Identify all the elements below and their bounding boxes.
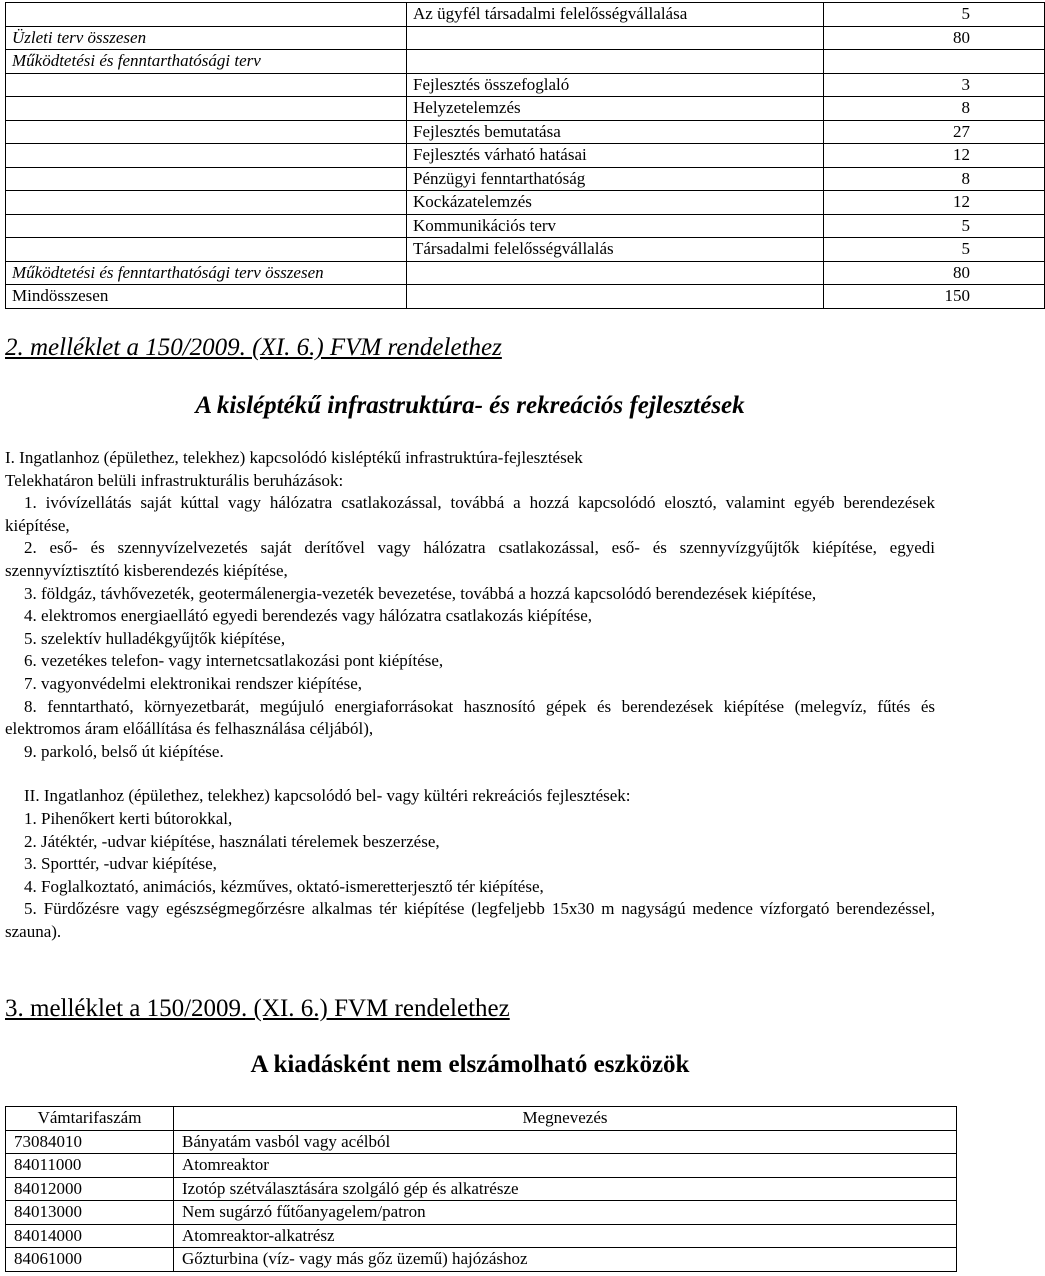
- score-row-points: [824, 50, 1045, 74]
- score-row-criterion: Pénzügyi fenntarthatóság: [407, 167, 824, 191]
- tariff-code: 84061000: [6, 1248, 174, 1272]
- tariff-row: [6, 1130, 957, 1154]
- score-row-points: 80: [824, 26, 1045, 50]
- score-row: [6, 97, 1045, 121]
- score-row-criterion: [407, 26, 824, 50]
- tariff-row: [6, 1177, 957, 1201]
- section1-subheading: Telekhatáron belüli infrastrukturális beruházások:: [5, 470, 344, 490]
- score-row-points: 150: [824, 285, 1045, 309]
- section2-item: 3. Sporttér, -udvar kiépítése,: [24, 854, 217, 874]
- score-row-points: 5: [824, 238, 1045, 262]
- score-table-body: [6, 3, 1045, 309]
- tariff-header-code: Vámtarifaszám: [6, 1107, 174, 1131]
- score-row-category: [6, 214, 407, 238]
- section2-item: 4. Foglalkoztató, animációs, kézműves, oktató-ismeretterjesztő tér kiépítése,: [24, 876, 544, 896]
- tariff-code: 84012000: [6, 1177, 174, 1201]
- section2-item: 1. Pihenőkert kerti bútorokkal,: [24, 808, 233, 828]
- score-row-category: [6, 97, 407, 121]
- tariff-code: 84014000: [6, 1224, 174, 1248]
- score-row-category: [6, 3, 407, 27]
- section1-item: 5. szelektív hulladékgyűjtők kiépítése,: [24, 628, 286, 648]
- section1-item: 7. vagyonvédelmi elektronikai rendszer kiépítése,: [24, 673, 362, 693]
- score-row-criterion: Kockázatelemzés: [407, 191, 824, 215]
- section1-item: 3. földgáz, távhővezeték, geotermálenergia-vezeték bevezetése, továbbá a hozzá kapcsolódó berendezések kiépítése,: [24, 583, 817, 603]
- score-row-points: 12: [824, 191, 1045, 215]
- section1-item: 1. ivóvízellátás saját kúttal vagy hálózatra csatlakozással, továbbá a hozzá kapcsolódó elosztó, valamint egyéb berendezések kiépítése,: [5, 493, 935, 535]
- score-row-criterion: Társadalmi felelősségvállalás: [407, 238, 824, 262]
- score-row-criterion: Kommunikációs terv: [407, 214, 824, 238]
- tariff-row: [6, 1248, 957, 1272]
- score-row: [6, 120, 1045, 144]
- score-row-category: Mindösszesen: [6, 285, 407, 309]
- score-row-category: [6, 144, 407, 168]
- score-row: [6, 261, 1045, 285]
- score-row-points: 27: [824, 120, 1045, 144]
- section1-item: 8. fenntartható, környezetbarát, megújuló energiaforrásokat hasznosító gépek és berendezések kiépítése (melegvíz, fűtés és elektromos áram előállítása és felhasználása céljából),: [5, 696, 935, 739]
- annex2-subtitle: A kisléptékű infrastruktúra- és rekreációs fejlesztések: [195, 392, 745, 419]
- section2-item: 5. Fürdőzésre vagy egészségmegőrzésre alkalmas tér kiépítése (legfeljebb 15x30 m nagyságú medence vízforgató berendezéssel, szauna).: [5, 899, 935, 941]
- tariff-row: [6, 1224, 957, 1248]
- score-row-points: 12: [824, 144, 1045, 168]
- tariff-row: [6, 1154, 957, 1178]
- score-row: [6, 144, 1045, 168]
- tariff-row: [6, 1201, 957, 1225]
- section1-item: 4. elektromos energiaellátó egyedi berendezés vagy hálózatra csatlakozás kiépítése,: [24, 606, 592, 626]
- tariff-table: [5, 1106, 957, 1272]
- score-row: [6, 285, 1045, 309]
- tariff-header-name: Megnevezés: [174, 1107, 957, 1131]
- score-row-points: 3: [824, 73, 1045, 97]
- section2-heading: II. Ingatlanhoz (épülethez, telekhez) kapcsolódó bel- vagy kültéri rekreációs fejlesztések:: [24, 786, 631, 806]
- score-row-criterion: [407, 285, 824, 309]
- section1-heading: I. Ingatlanhoz (épülethez, telekhez) kapcsolódó kisléptékű infrastruktúra-fejlesztések: [5, 448, 583, 467]
- score-row-criterion: Az ügyfél társadalmi felelősségvállalása: [407, 3, 824, 27]
- score-row-points: 80: [824, 261, 1045, 285]
- score-row: [6, 191, 1045, 215]
- tariff-name: Nem sugárzó fűtőanyagelem/patron: [174, 1201, 957, 1225]
- tariff-name: Atomreaktor: [174, 1154, 957, 1178]
- score-row-criterion: Fejlesztés várható hatásai: [407, 144, 824, 168]
- section1-list: [5, 492, 935, 763]
- tariff-table-body: [6, 1130, 957, 1271]
- annex3-title: 3. melléklet a 150/2009. (XI. 6.) FVM rendelethez: [5, 995, 510, 1022]
- tariff-name: Gőzturbina (víz- vagy más gőz üzemű) hajózáshoz: [174, 1248, 957, 1272]
- score-row: [6, 50, 1045, 74]
- annex2-title: 2. melléklet a 150/2009. (XI. 6.) FVM rendelethez: [5, 334, 502, 361]
- tariff-name: Atomreaktor-alkatrész: [174, 1224, 957, 1248]
- score-row-criterion: Fejlesztés összefoglaló: [407, 73, 824, 97]
- score-row-points: 8: [824, 167, 1045, 191]
- score-row: [6, 238, 1045, 262]
- section2-list: [5, 808, 935, 944]
- score-row-category: [6, 120, 407, 144]
- tariff-header-row: [6, 1107, 957, 1131]
- tariff-code: 84011000: [6, 1154, 174, 1178]
- annex2-body: [5, 447, 935, 943]
- section2-item: 2. Játéktér, -udvar kiépítése, használati térelemek beszerzése,: [24, 831, 440, 851]
- tariff-name: Bányatám vasból vagy acélból: [174, 1130, 957, 1154]
- score-row-category: Üzleti terv összesen: [6, 26, 407, 50]
- score-row: [6, 26, 1045, 50]
- score-row-points: 5: [824, 3, 1045, 27]
- score-row-criterion: [407, 50, 824, 74]
- tariff-code: 84013000: [6, 1201, 174, 1225]
- score-row: [6, 73, 1045, 97]
- section1-item: 6. vezetékes telefon- vagy internetcsatlakozási pont kiépítése,: [24, 651, 444, 671]
- score-row-category: Működtetési és fenntarthatósági terv összesen: [6, 261, 407, 285]
- score-table: [5, 2, 1045, 309]
- section1-item: 2. eső- és szennyvízelvezetés saját derítővel vagy hálózatra csatlakozással, eső- és szennyvízgyűjtők kiépítése, egyedi szennyvíztisztító kisberendezés kiépítése,: [5, 538, 935, 580]
- tariff-code: 73084010: [6, 1130, 174, 1154]
- score-row-criterion: Fejlesztés bemutatása: [407, 120, 824, 144]
- annex3-subtitle: A kiadásként nem elszámolható eszközök: [250, 1051, 690, 1078]
- score-row-category: [6, 238, 407, 262]
- tariff-name: Izotóp szétválasztására szolgáló gép és alkatrésze: [174, 1177, 957, 1201]
- score-row-category: [6, 167, 407, 191]
- score-row-category: [6, 73, 407, 97]
- score-row: [6, 214, 1045, 238]
- score-row-points: 5: [824, 214, 1045, 238]
- section1-item: 9. parkoló, belső út kiépítése.: [24, 741, 224, 761]
- score-row-criterion: Helyzetelemzés: [407, 97, 824, 121]
- score-row-points: 8: [824, 97, 1045, 121]
- score-row: [6, 167, 1045, 191]
- score-row-category: [6, 191, 407, 215]
- score-row-category: Működtetési és fenntarthatósági terv: [6, 50, 407, 74]
- score-row-criterion: [407, 261, 824, 285]
- score-row: [6, 3, 1045, 27]
